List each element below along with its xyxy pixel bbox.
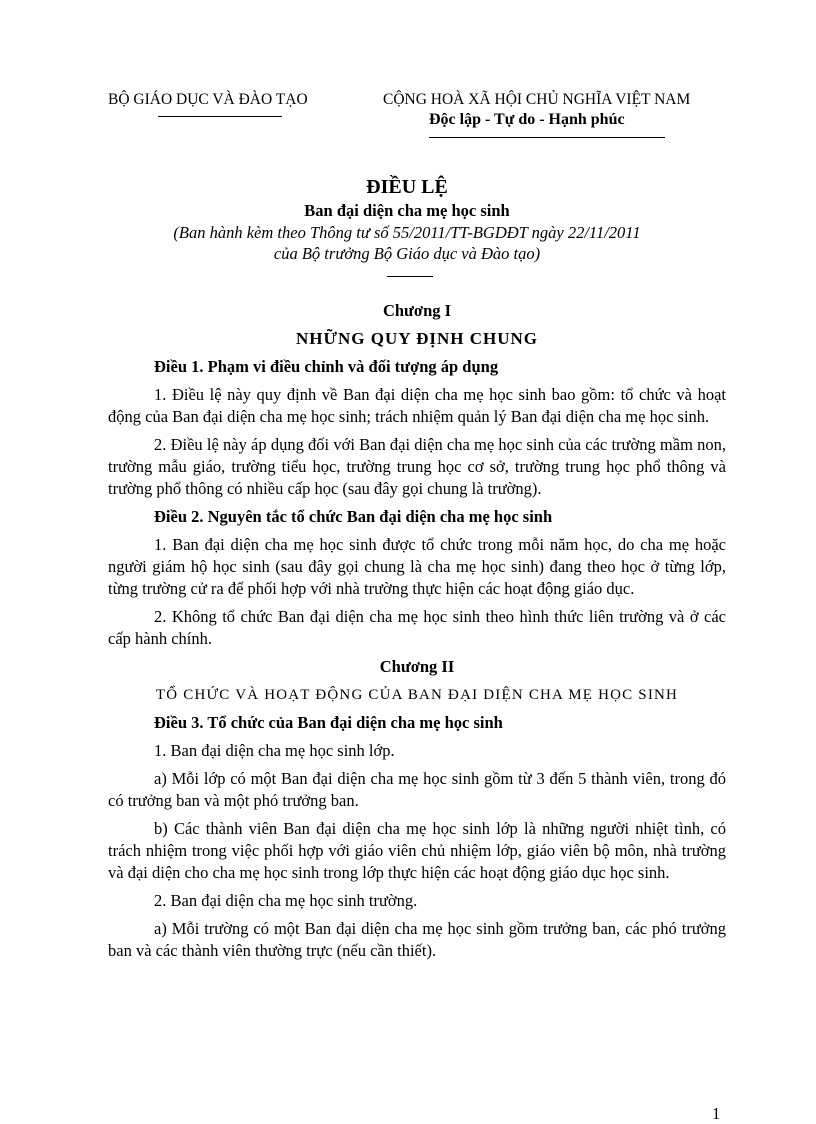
article-3-paragraph-1: 1. Ban đại diện cha mẹ học sinh lớp. (154, 741, 395, 760)
article-2-paragraph-2: 2. Không tổ chức Ban đại diện cha mẹ học sinh theo hình thức liên trường và ở các cấp hành chính. (108, 607, 726, 648)
article-2-title: Điều 2. Nguyên tắc tổ chức Ban đại diện cha mẹ học sinh (154, 507, 553, 526)
document-body (108, 300, 726, 962)
ministry-underline (158, 116, 282, 117)
national-motto: Độc lập - Tự do - Hạnh phúc (429, 111, 625, 128)
chapter-2-name: TỔ CHỨC VÀ HOẠT ĐỘNG CỦA BAN ĐẠI DIỆN CHA MẸ HỌC SINH (155, 687, 679, 703)
article-3-paragraph-2: a) Mỗi lớp có một Ban đại diện cha mẹ học sinh gồm từ 3 đến 5 thành viên, trong đó có trưởng ban và một phó trưởng ban. (108, 769, 726, 810)
ministry-name: BỘ GIÁO DỤC VÀ ĐÀO TẠO (108, 91, 308, 108)
document-header (0, 90, 816, 150)
article-1-paragraph-1: 1. Điều lệ này quy định về Ban đại diện cha mẹ học sinh bao gồm: tổ chức và hoạt động của Ban đại diện cha mẹ học sinh; trách nhiệm quản lý Ban đại diện cha mẹ học sinh. (108, 385, 726, 426)
motto-underline (429, 137, 665, 138)
chapter-1-name: NHỮNG QUY ĐỊNH CHUNG (295, 329, 539, 348)
issuance-note-line2: của Bộ trưởng Bộ Giáo dục và Đào tạo) (273, 244, 541, 263)
article-1-title: Điều 1. Phạm vi điều chỉnh và đối tượng áp dụng (154, 357, 499, 376)
document-subtitle: Ban đại diện cha mẹ học sinh (304, 201, 510, 220)
issuance-note-line1: (Ban hành kèm theo Thông tư số 55/2011/TT-BGDĐT ngày 22/11/2011 (173, 223, 641, 242)
issuing-authority (108, 90, 328, 110)
republic-name: CỘNG HOÀ XÃ HỘI CHỦ NGHĨA VIỆT NAM (383, 91, 691, 108)
title-divider (387, 276, 433, 277)
article-1-paragraph-2: 2. Điều lệ này áp dụng đối với Ban đại diện cha mẹ học sinh của các trường mầm non, trường mẫu giáo, trường tiểu học, trường trung học cơ sở, trường trung học phổ thông và trường phổ thông có nhiều cấp học (sau đây gọi chung là trường). (108, 435, 726, 498)
document-title: ĐIỀU LỆ (366, 176, 448, 198)
article-3-paragraph-5: a) Mỗi trường có một Ban đại diện cha mẹ học sinh gồm trưởng ban, các phó trưởng ban và các thành viên thường trực (nếu cần thiết). (108, 919, 726, 960)
article-3-paragraph-3: b) Các thành viên Ban đại diện cha mẹ học sinh lớp là những người nhiệt tình, có trách nhiệm trong việc phối hợp với giáo viên chủ nhiệm lớp, giáo viên bộ môn, nhà trường và đại diện cho cha mẹ học sinh trong lớp thực hiện các hoạt động giáo dục học sinh. (108, 819, 726, 882)
national-heading (383, 90, 743, 128)
page-number: 1 (712, 1104, 721, 1123)
article-3-paragraph-4: 2. Ban đại diện cha mẹ học sinh trường. (154, 891, 418, 910)
chapter-1-label: Chương I (382, 301, 452, 320)
title-block (0, 174, 816, 277)
article-3-title: Điều 3. Tổ chức của Ban đại diện cha mẹ học sinh (154, 713, 503, 732)
article-2-paragraph-1: 1. Ban đại diện cha mẹ học sinh được tổ chức trong mỗi năm học, do cha mẹ hoặc người giám hộ học sinh (sau đây gọi chung là cha mẹ học sinh) đang theo học ở từng lớp, từng trường cử ra để phối hợp với nhà trường thực hiện các hoạt động giáo dục. (108, 535, 726, 598)
chapter-2-label: Chương II (379, 657, 455, 676)
